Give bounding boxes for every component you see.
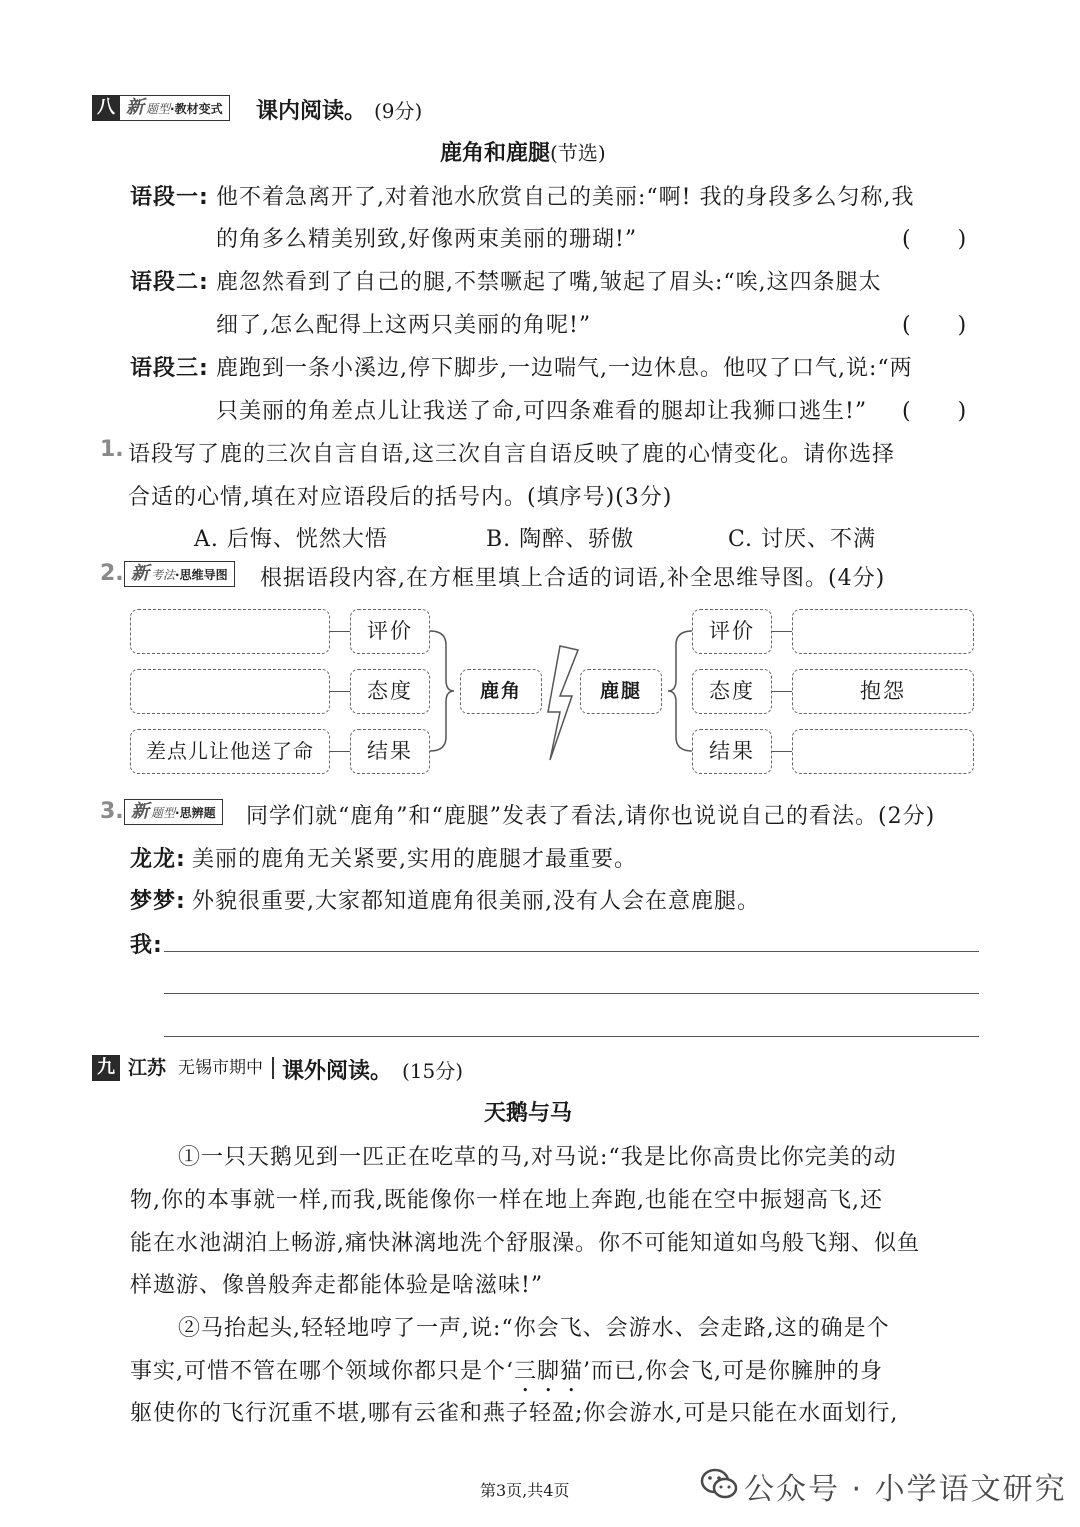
watermark: 公众号 · 小学语文研究 — [744, 1472, 1067, 1507]
mindmap-right-label-result: 结果 — [692, 729, 772, 774]
option-b: B. 陶醉、骄傲 — [486, 527, 635, 552]
longlong-opinion: 美丽的鹿角无关紧要,实用的鹿腿才最重要。 — [192, 847, 637, 872]
mindmap-left-value-3: 差点儿让他送了命 — [130, 729, 330, 774]
mindmap-center-leg: 鹿腿 — [580, 669, 662, 714]
mindmap-right-label-attitude: 态度 — [692, 669, 772, 714]
speaker-longlong: 龙龙: — [130, 847, 186, 872]
question-1-text: 语段写了鹿的三次自言自语,这三次自言自语反映了鹿的心情变化。请你选择 — [128, 442, 895, 467]
question-1-text-cont: 合适的心情,填在对应语段后的括号内。(填序号)(3分) — [128, 485, 673, 510]
question-number: 1. — [100, 437, 124, 462]
exam-tag: 无锡市期中 — [178, 1058, 263, 1078]
mindmap-left-label-attitude: 态度 — [350, 669, 430, 714]
answer-line[interactable] — [164, 1036, 979, 1037]
answer-line[interactable] — [164, 951, 979, 952]
section-title: 课内阅读。 — [256, 99, 367, 124]
mindmap-right-blank-3[interactable] — [792, 729, 974, 774]
question-3-text: 同学们就“鹿角”和“鹿腿”发表了看法,请你也说说自己的看法。(2分) — [246, 804, 936, 829]
mindmap-right-label-evaluation: 评价 — [692, 609, 772, 654]
page-number: 第3页,共4页 — [480, 1481, 570, 1500]
mindmap-right-value-2: 抱怨 — [792, 669, 974, 714]
mengmeng-opinion: 外貌很重要,大家都知道鹿角很美丽,没有人会在意鹿腿。 — [192, 889, 760, 914]
section-number: 九 — [92, 1055, 120, 1081]
answer-bracket[interactable]: ( ) — [902, 227, 968, 252]
mindmap-center-antler: 鹿角 — [460, 669, 542, 714]
passage-title: 天鹅与马 — [484, 1101, 573, 1126]
passage-title: 鹿角和鹿腿(节选) — [440, 141, 606, 166]
option-a: A. 后悔、恍然大悟 — [194, 527, 388, 552]
new-badge: 新 — [126, 97, 144, 118]
new-badge: 新 — [131, 563, 149, 584]
mindmap-left-label-result: 结果 — [350, 729, 430, 774]
answer-bracket[interactable]: ( ) — [902, 399, 968, 424]
region-tag: 江苏 — [128, 1057, 167, 1079]
question-2-text: 根据语段内容,在方框里填上合适的词语,补全思维导图。(4分) — [260, 566, 886, 591]
section-score: (15分) — [402, 1059, 464, 1083]
question-type-tag: 新考法·思维导图 — [124, 561, 235, 587]
question-number: 3. — [100, 799, 124, 824]
answer-line[interactable] — [164, 993, 979, 994]
speaker-mengmeng: 梦梦: — [130, 889, 186, 914]
section-score: (9分) — [374, 99, 423, 123]
question-type-tag: 新题型·思辨题 — [124, 799, 223, 825]
answer-bracket[interactable]: ( ) — [902, 313, 968, 338]
speaker-me: 我: — [130, 933, 163, 958]
option-c: C. 讨厌、不满 — [728, 527, 877, 552]
mindmap-left-label-evaluation: 评价 — [350, 609, 430, 654]
wechat-icon — [700, 1466, 740, 1502]
question-type-tag: 新题型·教材变式 — [120, 95, 230, 121]
emphasized-word: 三脚猫 — [514, 1359, 584, 1384]
section-title: 课外阅读。 — [282, 1059, 393, 1084]
new-badge: 新 — [131, 801, 149, 822]
question-number: 2. — [100, 561, 124, 586]
mindmap-right-blank-1[interactable] — [792, 609, 974, 654]
lightning-icon — [548, 646, 578, 760]
section-number: 八 — [92, 95, 120, 121]
